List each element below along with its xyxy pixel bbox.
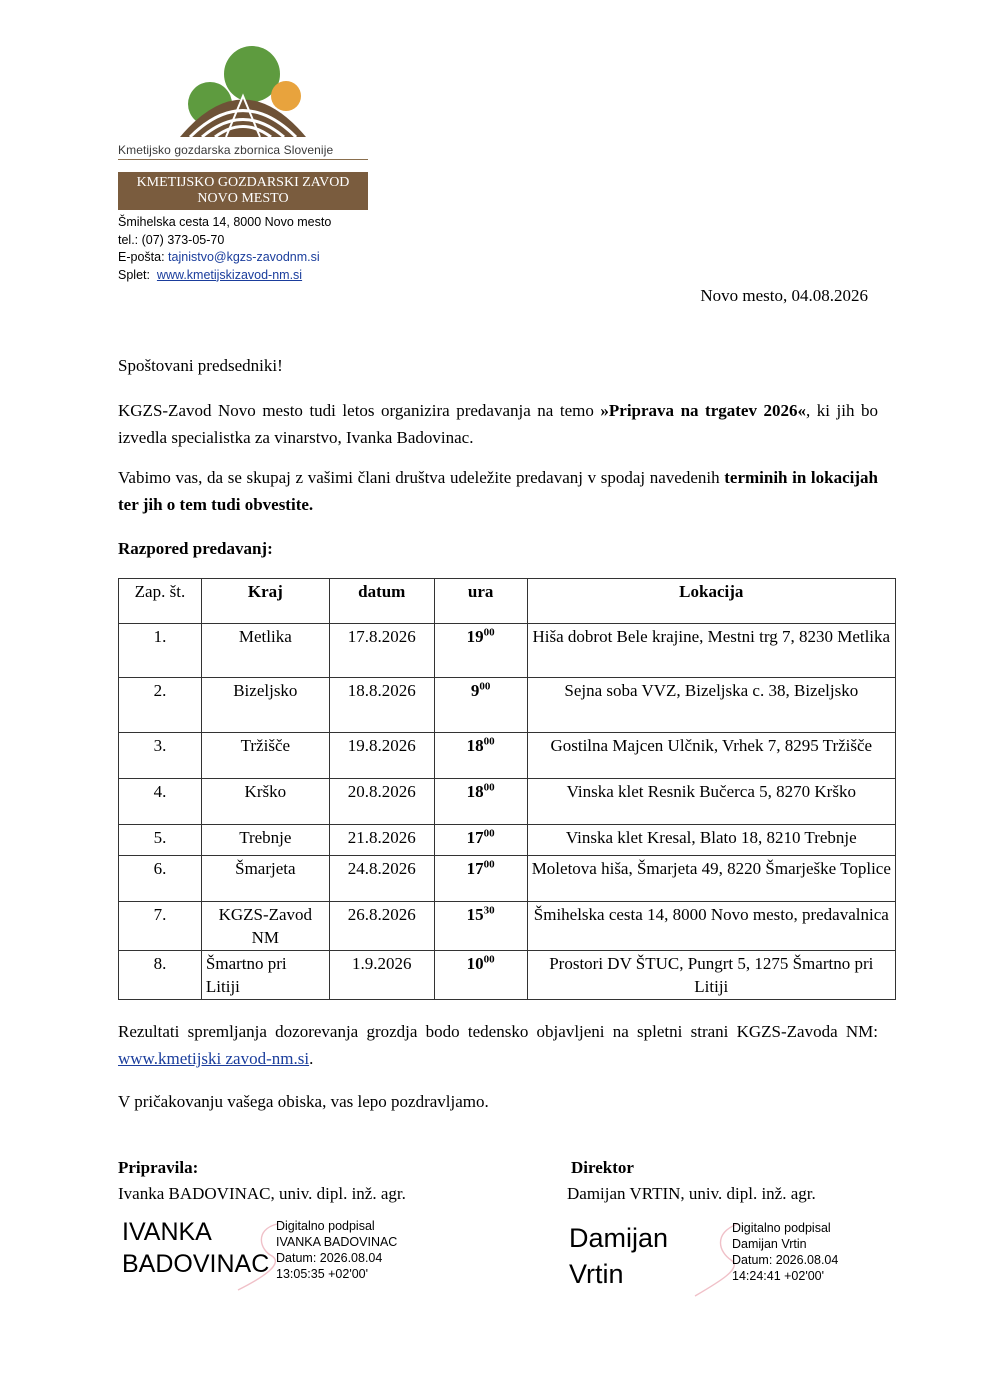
right-sig-line1: Damijan — [569, 1223, 669, 1253]
row-location: Moletova hiša, Šmarjeta 49, 8220 Šmarješke Toplice — [527, 856, 895, 902]
left-meta-3: Datum: 2026.08.04 — [276, 1251, 383, 1265]
row-date: 20.8.2026 — [329, 779, 434, 825]
row-place: Bizeljsko — [201, 678, 329, 733]
left-meta-1: Digitalno podpisal — [276, 1219, 375, 1233]
left-meta-4: 13:05:35 +02'00' — [276, 1267, 369, 1281]
header-divider — [118, 159, 368, 160]
right-signature-meta — [732, 1220, 838, 1284]
left-sig-line1: IVANKA — [122, 1218, 212, 1246]
table-row — [119, 733, 896, 779]
header-place: Kraj — [201, 579, 329, 624]
left-signature-meta — [276, 1218, 397, 1282]
email-link[interactable]: tajnistvo@kgzs-zavodnm.si — [168, 250, 320, 264]
row-time — [434, 678, 527, 733]
row-time-hour: 18 — [466, 782, 484, 801]
left-digital-signature — [122, 1216, 269, 1280]
row-place: Krško — [201, 779, 329, 825]
email-label: E-pošta: — [118, 250, 165, 264]
table-row — [119, 856, 896, 902]
address: Šmihelska cesta 14, 8000 Novo mesto — [118, 215, 332, 229]
row-location: Hiša dobrot Bele krajine, Mestni trg 7, 8230 Metlika — [527, 624, 895, 678]
schedule-table — [118, 578, 896, 1000]
row-time-minutes: 30 — [483, 904, 495, 917]
contact-block — [118, 214, 331, 284]
table-header-row — [119, 579, 896, 624]
right-meta-2: Damijan Vrtin — [732, 1237, 807, 1251]
right-meta-1: Digitalno podpisal — [732, 1221, 831, 1235]
salutation: Spoštovani predsedniki! — [118, 356, 283, 375]
row-number: 2. — [119, 678, 202, 733]
header-date: datum — [329, 579, 434, 624]
row-place: Tržišče — [201, 733, 329, 779]
chamber-name: Kmetijsko gozdarska zbornica Slovenije — [118, 143, 334, 157]
row-number: 8. — [119, 951, 202, 1000]
header-number: Zap. št. — [119, 579, 202, 624]
row-number: 4. — [119, 779, 202, 825]
row-number: 3. — [119, 733, 202, 779]
email-line — [118, 249, 331, 267]
invite-text: Vabimo vas, da se skupaj z vašimi člani društva udeležite predavanj v spodaj navedenih — [118, 468, 725, 487]
row-number: 7. — [119, 902, 202, 951]
row-time-hour: 17 — [466, 859, 484, 878]
right-meta-4: 14:24:41 +02'00' — [732, 1269, 825, 1283]
results-text: Rezultati spremljanja dozorevanja grozdja bodo tedensko objavljeni na spletni strani KGZS-Zavoda NM: — [118, 1022, 878, 1041]
row-time — [434, 902, 527, 951]
results-link[interactable]: www.kmetijski zavod-nm.si — [118, 1049, 310, 1068]
row-location: Gostilna Majcen Ulčnik, Vrhek 7, 8295 Tržišče — [527, 733, 895, 779]
left-meta-2: IVANKA BADOVINAC — [276, 1235, 398, 1249]
invite-bold: terminih in lokacijah ter jih o tem tudi obvestite. — [118, 468, 878, 514]
left-signer-name: Ivanka BADOVINAC, univ. dipl. inž. agr. — [118, 1184, 406, 1203]
web-link[interactable]: www.kmetijskizavod-nm.si — [156, 267, 303, 282]
row-place: Trebnje — [201, 825, 329, 856]
row-time-minutes: 00 — [483, 735, 495, 748]
row-date: 19.8.2026 — [329, 733, 434, 779]
row-time-minutes: 00 — [479, 680, 491, 693]
header-location: Lokacija — [527, 579, 895, 624]
closing-line: V pričakovanju vašega obiska, vas lepo pozdravljamo. — [118, 1092, 489, 1111]
row-number: 5. — [119, 825, 202, 856]
institute-banner — [118, 172, 368, 210]
row-location: Sejna soba VVZ, Bizeljska c. 38, Bizeljsko — [527, 678, 895, 733]
right-sig-line2: Vrtin — [569, 1259, 624, 1289]
paragraph-intro — [118, 397, 878, 451]
row-date: 18.8.2026 — [329, 678, 434, 733]
results-end: . — [309, 1049, 314, 1068]
row-date: 26.8.2026 — [329, 902, 434, 951]
date-line: Novo mesto, 04.08.2026 — [700, 286, 868, 305]
results-paragraph — [118, 1018, 878, 1072]
web-label: Splet: — [118, 267, 150, 282]
row-time-hour: 18 — [466, 736, 484, 755]
left-sig-line2: BADOVINAC — [122, 1250, 270, 1278]
kgzs-logo — [118, 44, 370, 144]
row-location: Šmihelska cesta 14, 8000 Novo mesto, predavalnica — [527, 902, 895, 951]
logo-orange-circle — [271, 81, 301, 111]
row-location: Prostori DV ŠTUC, Pungrt 5, 1275 Šmartno pri Litiji — [527, 951, 895, 1000]
row-time — [434, 733, 527, 779]
phone: tel.: (07) 373-05-70 — [118, 232, 225, 247]
left-role: Pripravila: — [118, 1158, 199, 1177]
intro-topic: »Priprava na trgatev 2026« — [600, 401, 806, 420]
row-time-minutes: 00 — [483, 781, 495, 794]
row-time-hour: 10 — [466, 954, 484, 973]
row-place: KGZS-Zavod NM — [201, 902, 329, 951]
intro-text-a: KGZS-Zavod Novo mesto tudi letos organizira predavanja na temo — [118, 401, 601, 420]
row-time-hour: 19 — [466, 627, 484, 646]
row-time — [434, 779, 527, 825]
right-role: Direktor — [571, 1158, 634, 1177]
row-number: 1. — [119, 624, 202, 678]
right-digital-signature — [569, 1220, 668, 1292]
institute-line1: KMETIJSKO GOZDARSKI ZAVOD — [136, 175, 350, 190]
row-date: 17.8.2026 — [329, 624, 434, 678]
paragraph-invite — [118, 464, 878, 518]
row-time — [434, 856, 527, 902]
institute-line2: NOVO MESTO — [197, 191, 289, 206]
intro-text-b: , ki jih bo izvedla specialistka za vinarstvo, Ivanka Badovinac. — [118, 401, 879, 447]
table-row — [119, 951, 896, 1000]
schedule-title: Razpored predavanj: — [118, 539, 273, 558]
row-time-hour: 17 — [466, 828, 484, 847]
right-meta-3: Datum: 2026.08.04 — [732, 1253, 839, 1267]
row-date: 24.8.2026 — [329, 856, 434, 902]
row-time — [434, 951, 527, 1000]
row-number: 6. — [119, 856, 202, 902]
row-time-hour: 15 — [466, 905, 484, 924]
row-place: Šmartno pri Litiji — [201, 951, 329, 1000]
table-row — [119, 902, 896, 951]
row-location: Vinska klet Kresal, Blato 18, 8210 Trebnje — [527, 825, 895, 856]
table-row — [119, 624, 896, 678]
web-line — [118, 267, 331, 285]
row-time-minutes: 00 — [483, 953, 495, 966]
header-time: ura — [434, 579, 527, 624]
row-date: 21.8.2026 — [329, 825, 434, 856]
table-row — [119, 779, 896, 825]
table-row — [119, 825, 896, 856]
row-place: Šmarjeta — [201, 856, 329, 902]
row-time-hour: 9 — [470, 681, 480, 700]
row-time — [434, 825, 527, 856]
row-date: 1.9.2026 — [329, 951, 434, 1000]
right-signer-name: Damijan VRTIN, univ. dipl. inž. agr. — [567, 1184, 816, 1203]
row-time — [434, 624, 527, 678]
row-time-minutes: 00 — [483, 827, 495, 840]
row-time-minutes: 00 — [483, 626, 495, 639]
row-time-minutes: 00 — [483, 858, 495, 871]
row-location: Vinska klet Resnik Bučerca 5, 8270 Krško — [527, 779, 895, 825]
row-place: Metlika — [201, 624, 329, 678]
table-row — [119, 678, 896, 733]
